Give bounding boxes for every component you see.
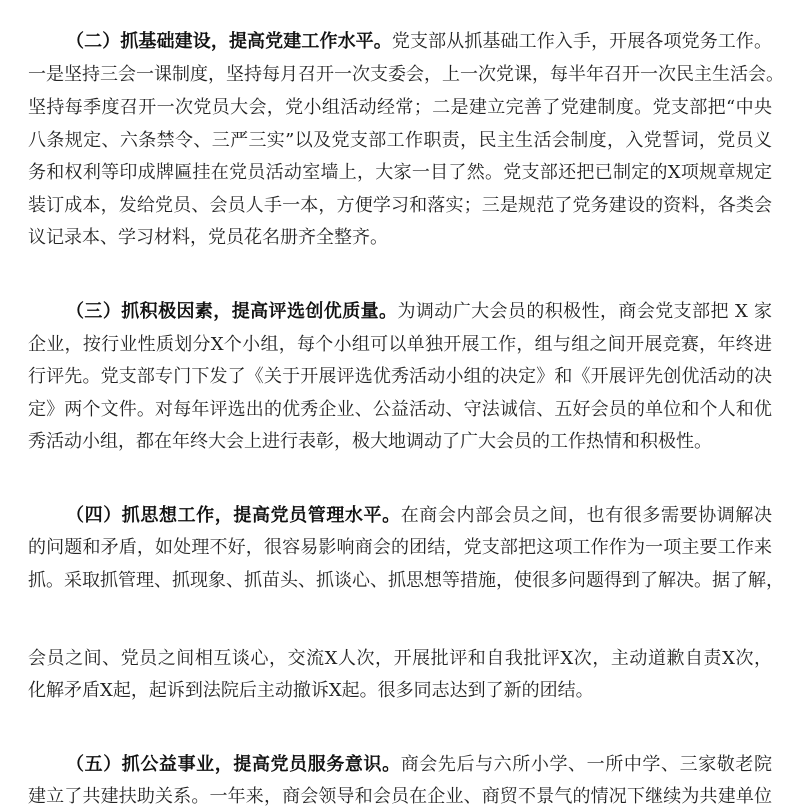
- paragraph-text: 坚持每季度召开一次党员大会，党小组活动经常；二是建立完善了党建制度。党支部把“中央: [28, 97, 772, 118]
- paragraph-line: [28, 398, 772, 422]
- paragraph-line: [28, 161, 772, 185]
- paragraph-heading: （二）抓基础建设，提高党建工作水平。: [66, 31, 392, 52]
- paragraph-text: 会员之间、党员之间相互谈心，交流X人次，开展批评和自我批评X次，主动道歉自责X次，: [28, 648, 772, 669]
- paragraph-text: 企业，按行业性质划分X个小组，每个小组可以单独开展工作，组与组之间开展竞赛，年终进: [28, 334, 772, 355]
- paragraph-text: 秀活动小组，都在年终大会上进行表彰，极大地调动了广大会员的工作热情和积极性。: [28, 431, 712, 452]
- paragraph-line: [28, 785, 772, 809]
- paragraph-heading: （五）抓公益事业，提高党员服务意识。: [66, 754, 401, 775]
- paragraph-first-line: [66, 300, 772, 324]
- paragraph-line: [28, 536, 772, 560]
- paragraph-line: [28, 333, 772, 357]
- paragraph-line: [28, 63, 784, 87]
- paragraph-line: [28, 365, 772, 389]
- paragraph-text: 一是坚持三会一课制度，坚持每月召开一次支委会，上一次党课，每半年召开一次民主生活会。: [28, 64, 784, 85]
- paragraph-line: [28, 226, 772, 250]
- paragraph-text: 在商会内部会员之间，也有很多需要协调解决: [400, 505, 772, 526]
- paragraph-text: 务和权利等印成牌匾挂在党员活动室墙上，大家一目了然。党支部还把已制定的X项规章规定: [28, 162, 772, 183]
- paragraph-heading: （三）抓积极因素，提高评选创优质量。: [66, 301, 398, 322]
- paragraph-text: 党支部从抓基础工作入手，开展各项党务工作。: [391, 31, 773, 52]
- paragraph-first-line: [66, 30, 772, 54]
- paragraph-line: [28, 96, 772, 120]
- paragraph-line: [28, 194, 772, 218]
- paragraph-text: 议记录本、学习材料，党员花名册齐全整齐。: [28, 227, 388, 248]
- paragraph-line: [28, 129, 772, 153]
- paragraph-text: 商会先后与六所小学、一所中学、三家敬老院: [400, 754, 772, 775]
- paragraph-first-line: [66, 504, 772, 528]
- paragraph-line: [28, 679, 772, 703]
- paragraph-text: 建立了共建扶助关系。一年来，商会领导和会员在企业、商贸不景气的情况下继续为共建单位: [28, 786, 772, 807]
- paragraph-text: 抓。采取抓管理、抓现象、抓苗头、抓谈心、抓思想等措施，使很多问题得到了解决。据了解，: [28, 570, 784, 591]
- paragraph-text: 行评先。党支部专门下发了《关于开展评选优秀活动小组的决定》和《开展评先创优活动的决: [28, 366, 772, 387]
- paragraph-text: 八条规定、六条禁令、三严三实”以及党支部工作职责，民主生活会制度，入党誓词，党员义: [28, 130, 772, 151]
- paragraph-first-line: [66, 753, 772, 777]
- paragraph-heading: （四）抓思想工作，提高党员管理水平。: [66, 505, 401, 526]
- paragraph-text: 的问题和矛盾，如处理不好，很容易影响商会的团结，党支部把这项工作作为一项主要工作来: [28, 537, 772, 558]
- paragraph-text: 定》两个文件。对每年评选出的优秀企业、公益活动、守法诚信、五好会员的单位和个人和优: [28, 399, 772, 420]
- paragraph-line: [28, 430, 772, 454]
- paragraph-line: [28, 647, 772, 671]
- paragraph-text: 装订成本，发给党员、会员人手一本，方便学习和落实；三是规范了党务建设的资料，各类会: [28, 195, 772, 216]
- paragraph-text: 化解矛盾X起，起诉到法院后主动撤诉X起。很多同志达到了新的团结。: [28, 680, 594, 701]
- paragraph-line: [28, 569, 784, 593]
- paragraph-text: 为调动广大会员的积极性，商会党支部把 X 家: [397, 301, 772, 322]
